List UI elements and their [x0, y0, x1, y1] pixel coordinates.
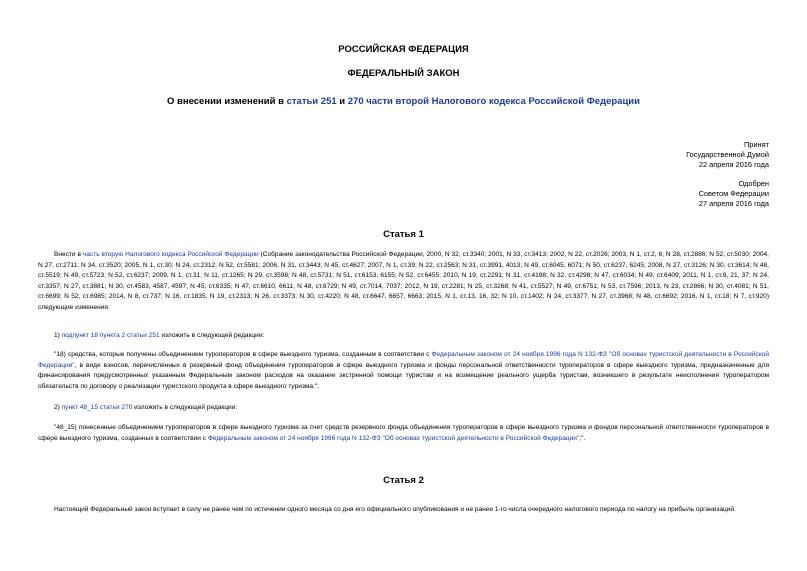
article-2-text: Настоящий Федеральный закон вступает в силу не ранее чем по истечении одного месяца со дня его официального опубликования и не ранее 1-го числа очередного налогового периода по налогу на прибыль организаций. [54, 506, 736, 513]
quote2-before: "48_15) понесенные объединением туроператоров в сфере выездного туризма за счет средств резервного фонда объединения туроператоров в сфере выездного туризма и фондов персональной ответственности туроператоров в сфере выездного туризма, созданных в соответствии с [38, 424, 769, 442]
item2-link[interactable]: пункт 48_15 статьи 270 [61, 404, 133, 411]
article-1-quote-1 [38, 350, 769, 392]
quote2-after: ;". [579, 434, 586, 442]
intro-before: Внести в [54, 251, 83, 258]
title-link-article-270[interactable]: 270 части второй Налогового кодекса Российской Федерации [347, 96, 640, 107]
article-1-item-1 [38, 331, 769, 342]
quote2-law-link[interactable]: Федеральным законом от 24 ноября 1996 года N 132-ФЗ "Об основах туристской деятельности в Российской Федерации" [207, 434, 580, 442]
approved-block [699, 179, 769, 209]
approved-date: 27 апреля 2016 года [698, 199, 769, 208]
intro-after: (Собрание законодательства Российской Федерации, 2000, N 32, ст.3340; 2001, N 33, ст.3413; 2002, N 22, ст.2026; 2003, N 1, ст.2, 6; N 28, ст.2886; N 52, ст.5030; 2004, N 27, ст.2711; N 34, ст.3520; 2005, N 1, ст.30; N 24, ст.2312; N 52, ст.5581; 2006, N 31, ст.3443; N 45, ст.4627; 2007, N 1, ст.39; N 22, ст.2563; N 31, ст.3991, 4013; N 49, ст.6045, 6071; N 50, ст.6237, 6245; 2008, N 27, ст.3126; N 30, ст.3614; N 48, ст.5519; N 49, ст.5723; N 52, ст.6237; 2009, N 1, ст.31; N 11, ст.1265; N 29, ст.3598; N 48, ст.5731; N 51, ст.6153, 6155; N 52, ст.6455; 2010, N 19, ст.2291; N 31, ст.4198; N 32, ст.4298; N 47, ст.6034; N 49, ст.6409; 2011, N 1, ст.9, 21, 37; N 24, ст.3357; N 27, ст.3881; N 30, ст.4583, 4587, 4597; N 45, ст.6335; N 47, ст.6610, 6611; N 48, ст.6729; N 49, ст.7014, 7037; 2012, N 19, ст.2281; N 25, ст.3268; N 41, ст.5527; N 49, ст.6751; N 53, ст.7596; 2013, N 23, ст.2866; N 30, ст.4081; N 51, ст.6699; N 52, ст.6985; 2014, N 8, ст.737; N 16, ст.1835; N 19, ст.2313; N 26, ст.3373; N 30, ст.4220; N 48, ст.6647, 6657, 6663; 2015, N 1, ст.13, 16, 32; N 10, ст.1402; N 24, ст.3377; N 27, ст.3968; N 48, ст.6692; 2016, N 1, ст.18; N 7, ст.920) следующие изменения: [38, 251, 769, 311]
doc-type-heading: ФЕДЕРАЛЬНЫЙ ЗАКОН [347, 68, 460, 79]
article-1-intro [38, 250, 769, 314]
quote1-after: , в виде взносов, перечисленных в резервный фонд объединения туроператоров в сфере выездного туризма и фонды персональной ответственности туроператоров в сфере выездного туризма, предназначенные для финансирования предусмотренных указанным Федеральным законом расходов на оказание экстренной помощи туристам и на возмещение реального ущерба туристам, возникшего в результате неисполнения туроператором обязательств по договору о реализации туристского продукта в сфере выездного туризма;"; [38, 361, 769, 390]
quote1-before: "18) средства, которые получены объединением туроператоров в сфере выездного туризма, созданным в соответствии с [54, 351, 432, 358]
law-title [0, 96, 807, 107]
item2-after: изложить в следующей редакции: [132, 404, 238, 411]
item1-number: 1) [54, 332, 62, 339]
title-link-article-251[interactable]: статьи 251 [286, 96, 337, 107]
item1-after: изложить в следующей редакции: [159, 332, 265, 339]
country-heading: РОССИЙСКАЯ ФЕДЕРАЦИЯ [338, 44, 469, 55]
approved-line2: Советом Федерации [698, 189, 769, 198]
article-1-quote-2 [38, 423, 769, 444]
adopted-line1: Принят [743, 140, 769, 149]
title-prefix: О внесении изменений в [167, 96, 287, 107]
article-1-heading: Статья 1 [383, 229, 424, 240]
title-and: и [336, 96, 348, 107]
adopted-block [686, 140, 769, 170]
adopted-line2: Государственной Думой [686, 150, 769, 159]
article-2-heading: Статья 2 [383, 475, 424, 486]
adopted-date: 22 апреля 2016 года [698, 160, 769, 169]
approved-line1: Одобрен [738, 179, 769, 188]
quote1-law-link[interactable]: Федеральным законом от 24 ноября 1996 года N 132-ФЗ "Об основах туристской деятельности в Российской Федерации" [38, 351, 769, 369]
item1-link[interactable]: подпункт 18 пункта 2 статьи 251 [61, 332, 160, 339]
item2-number: 2) [54, 404, 62, 411]
tax-code-link[interactable]: часть вторую Налогового кодекса Российской Федерации [82, 251, 259, 258]
article-1-item-2 [38, 403, 769, 414]
